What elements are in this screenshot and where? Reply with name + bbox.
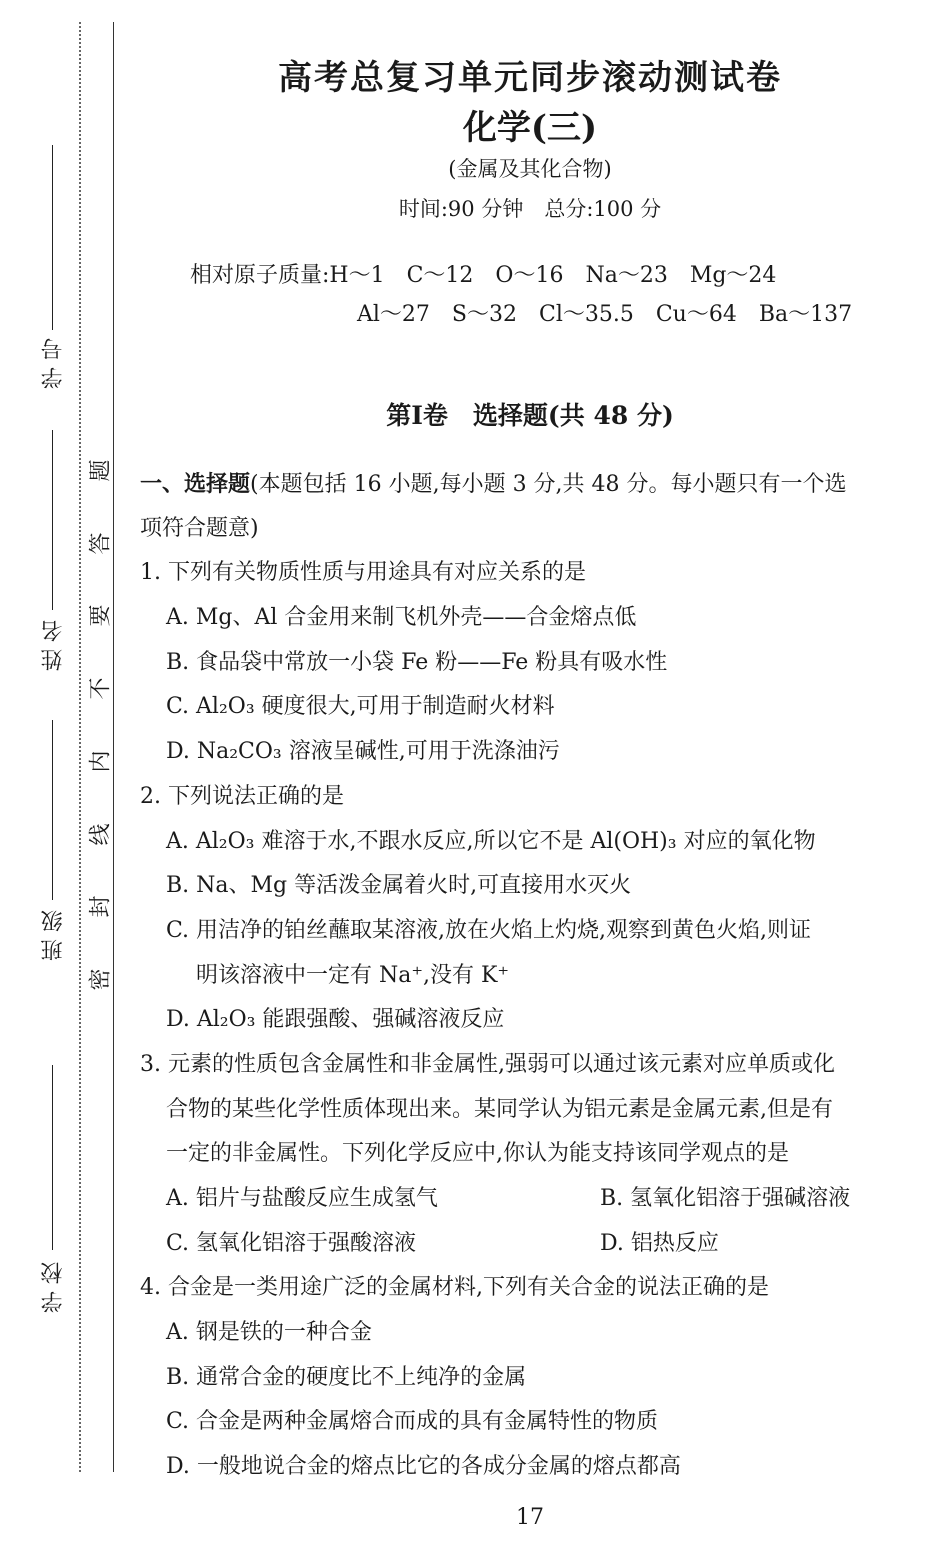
warning-char: 不 [88,677,114,700]
school-label: 学 校 [41,1262,66,1313]
warning-char: 答 [88,532,114,555]
warning-char: 线 [88,823,114,846]
warning-char: 题 [88,459,114,482]
question-1-stem: 1. 下列有关物质性质与用途具有对应关系的是 [140,560,586,586]
question-1-option-a[interactable]: A. Mg、Al 合金用来制飞机外壳——合金熔点低 [166,605,637,631]
warning-char: 封 [88,895,114,918]
exam-subtitle: 化学(三) [462,108,598,148]
warning-char: 密 [88,968,114,991]
section-title: 第Ⅰ卷 选择题(共 48 分) [386,401,674,430]
question-3-option-a[interactable]: A. 铝片与盐酸反应生成氢气 [166,1186,438,1211]
seal-warning [84,455,114,995]
warning-char: 内 [88,750,114,773]
question-3-row-cd [140,1222,930,1267]
part-instructions [140,462,930,507]
question-2-option-b[interactable]: B. Na、Mg 等活泼金属着火时,可直接用水灭火 [166,873,632,899]
question-3-option-c[interactable]: C. 氢氧化铝溶于强酸溶液 [166,1230,417,1256]
question-4-option-b[interactable]: B. 通常合金的硬度比不上纯净的金属 [166,1364,527,1390]
class-blank[interactable] [52,720,53,900]
question-1-option-b[interactable]: B. 食品袋中常放一小袋 Fe 粉——Fe 粉具有吸水性 [166,649,668,675]
student-id-label: 学 号 [41,338,66,389]
question-3-stem-cont: 合物的某些化学性质体现出来。某同学认为铝元素是金属元素,但是有 [166,1096,833,1122]
question-4-option-d[interactable]: D. 一般地说合金的熔点比它的各成分金属的熔点都高 [166,1454,681,1480]
atomic-mass-line-2: Al～27 S～32 Cl～35.5 Cu～64 Ba～137 [357,302,853,327]
question-4-option-a[interactable]: A. 钢是铁的一种合金 [166,1320,372,1346]
time-score: 时间:90 分钟 总分:100 分 [398,197,662,221]
question-4-option-c[interactable]: C. 合金是两种金属熔合而成的具有金属特性的物质 [166,1409,659,1435]
question-2-option-d[interactable]: D. Al₂O₃ 能跟强酸、强碱溶液反应 [166,1007,505,1033]
binding-dotted-line [79,22,81,1472]
part-instructions-text: (本题包括 16 小题,每小题 3 分,共 48 分。每小题只有一个选 [250,472,847,497]
question-1-option-d[interactable]: D. Na₂CO₃ 溶液呈碱性,可用于洗涤油污 [166,739,560,765]
question-3-stem-cont: 一定的非金属性。下列化学反应中,你认为能支持该同学观点的是 [166,1141,789,1167]
page-number: 17 [516,1505,544,1530]
question-1-option-c[interactable]: C. Al₂O₃ 硬度很大,可用于制造耐火材料 [166,694,555,720]
class-label: 班 级 [41,910,66,961]
question-2-stem: 2. 下列说法正确的是 [140,783,344,809]
question-4-stem: 4. 合金是一类用途广泛的金属材料,下列有关合金的说法正确的是 [140,1275,769,1301]
question-2-option-a[interactable]: A. Al₂O₃ 难溶于水,不跟水反应,所以它不是 Al(OH)₃ 对应的氧化物 [166,828,816,854]
exam-title: 高考总复习单元同步滚动测试卷 [278,58,782,98]
question-3-stem: 3. 元素的性质包含金属性和非金属性,强弱可以通过该元素对应单质或化 [140,1051,835,1077]
school-blank[interactable] [52,1065,53,1250]
question-3-option-d[interactable]: D. 铝热反应 [600,1230,719,1256]
exam-topic: (金属及其化合物) [448,157,612,181]
part-instructions-cont: 项符合题意) [140,515,259,541]
question-3-row-ab [140,1177,930,1222]
part-label: 一、选择题 [140,471,251,497]
name-blank[interactable] [52,430,53,610]
question-2-option-c[interactable]: C. 用洁净的铂丝蘸取某溶液,放在火焰上灼烧,观察到黄色火焰,则证 [166,917,812,943]
question-3-option-b[interactable]: B. 氢氧化铝溶于强碱溶液 [600,1186,851,1211]
name-label: 姓 名 [41,620,66,671]
warning-char: 要 [88,604,114,627]
question-list [140,462,930,1490]
atomic-mass-line-1: 相对原子质量:H～1 C～12 O～16 Na～23 Mg～24 [190,263,777,288]
question-2-option-c-cont[interactable]: 明该溶液中一定有 Na⁺,没有 K⁺ [196,962,510,988]
